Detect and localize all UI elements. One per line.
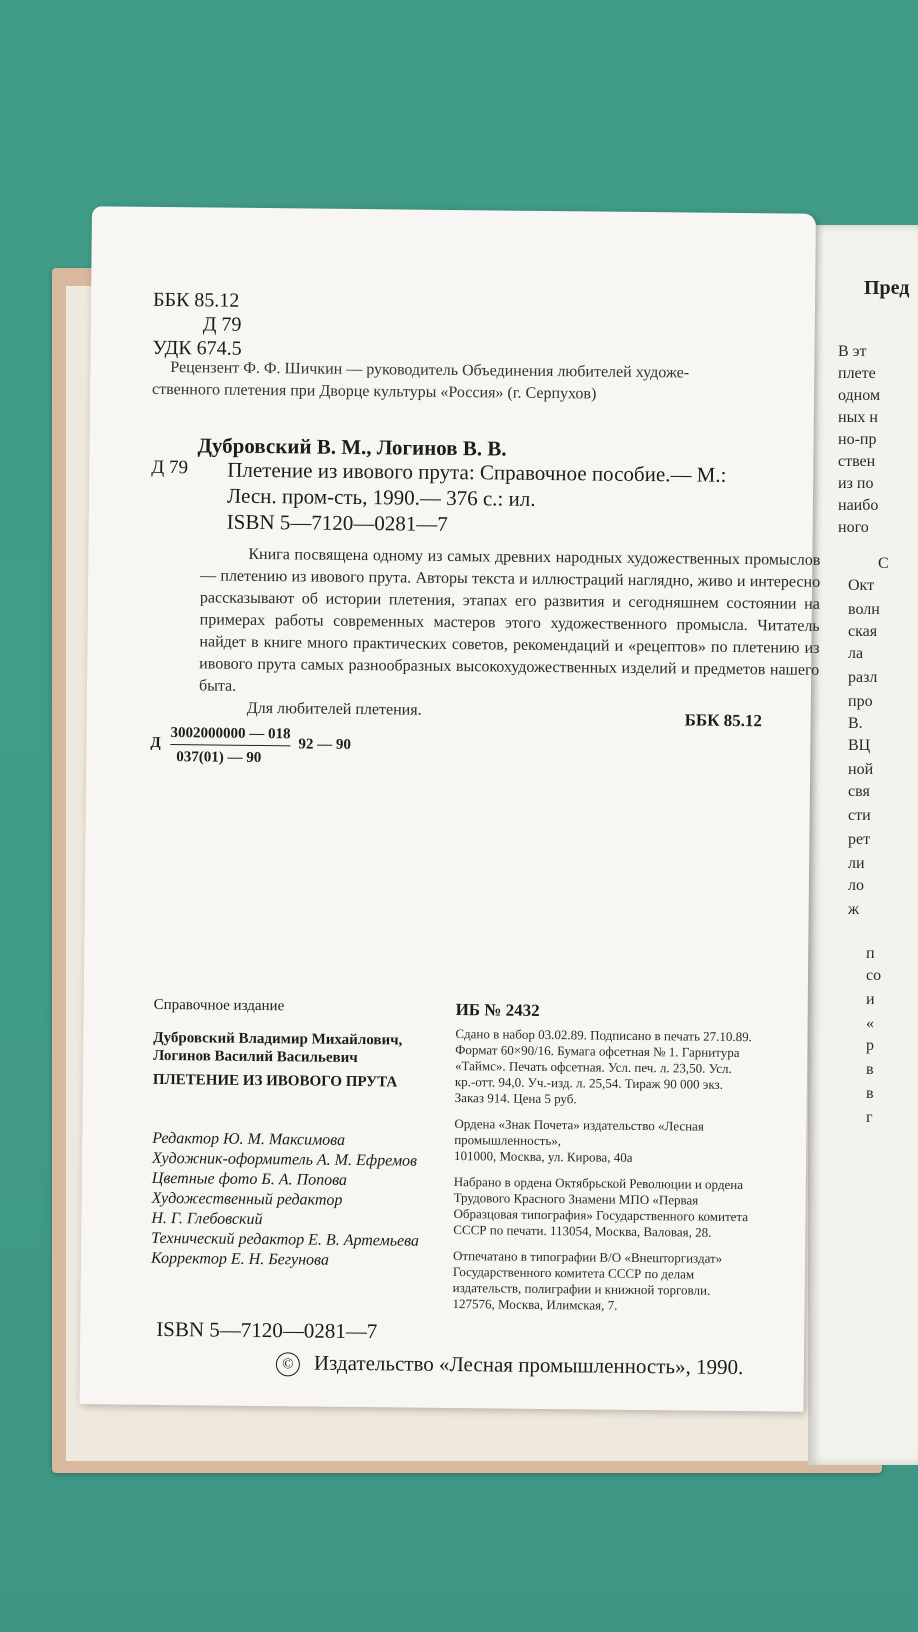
printed-line: Отпечатано в типографии В/О «Внешторгиздат»: [452, 1248, 723, 1266]
printed-line: Государственного комитета СССР по делам: [452, 1264, 695, 1282]
right-page-line: ной: [848, 761, 874, 778]
publisher-line: Ордена «Знак Почета» издательство «Лесная: [454, 1116, 704, 1134]
typeset-line: Образцовая типография» Государственного комитета: [453, 1206, 749, 1225]
catalog-authors: Дубровский В. М., Логинов В. В.: [197, 433, 507, 461]
edition-type: Справочное издание: [153, 996, 285, 1015]
catalog-title: Плетение из ивового прута: Справочное пособие.— М.:: [227, 457, 727, 487]
printed-line: издательств, полиграфии и книжной торговли.: [452, 1280, 711, 1298]
right-page-line: г: [866, 1109, 873, 1126]
bbk-code-right: ББК 85.12: [684, 710, 763, 731]
annotation-paragraph: Книга посвящена одному из самых древних народных художественных промыслов — плетению из ивового прута. Авторы текста и иллюстраций наглядно, живо и интересно рассказывают об истории плетения, этапах его развития и сегодняшнем состоянии на примерах работы современных мастеров этого художественного промысла. Читатель найдет в книге много практических советов, рекомендаций и «рецептов» по плетению из ивового прута самых разнообразных высокохудожественных изделий и предметов нашего быта.: [198, 545, 821, 695]
right-page-line: со: [866, 967, 882, 984]
ib-number: ИБ № 2432: [455, 1000, 540, 1020]
catalog-publisher: Лесн. пром-сть, 1990.— 376 с.: ил.: [226, 483, 536, 511]
publisher-line: 101000, Москва, ул. Кирова, 40а: [454, 1148, 633, 1165]
right-page-line: сти: [848, 807, 871, 824]
right-page-line: ла: [848, 645, 864, 662]
right-page-line: В.: [848, 715, 863, 732]
udk-code: УДК 674.5: [152, 336, 242, 360]
print-detail-line: Сдано в набор 03.02.89. Подписано в печать 27.10.89.: [455, 1026, 753, 1045]
staff-line: Цветные фото Б. А. Попова: [151, 1169, 348, 1189]
staff-line: Редактор Ю. М. Максимова: [152, 1129, 346, 1149]
author-name-1: Дубровский Владимир Михайлович,: [153, 1029, 403, 1049]
annotation: [199, 543, 821, 725]
publisher-line: промышленность»,: [454, 1132, 562, 1149]
right-page-line: одном: [838, 387, 881, 404]
staff-line: Художник-оформитель А. М. Ефремов: [151, 1149, 418, 1170]
typeset-line: СССР по печати. 113054, Москва, Валовая, 28.: [453, 1222, 712, 1240]
publisher-details: [454, 1116, 751, 1167]
staff-line: Н. Г. Глебовский: [151, 1209, 263, 1229]
bbk-code: ББК 85.12: [152, 288, 240, 312]
reviewer-line-2: ственного плетения при Дворце культуры «Россия» (г. Серпухов): [152, 380, 597, 403]
right-page-line: ствен: [838, 453, 876, 470]
right-page-line: и: [866, 991, 875, 1008]
staff-line: Художественный редактор: [151, 1189, 343, 1209]
footer-isbn: ISBN 5—7120—0281—7: [156, 1316, 378, 1344]
right-page-line: свя: [848, 783, 870, 800]
right-page-line: п: [866, 945, 875, 962]
staff-line: Технический редактор Е. В. Артемьева: [151, 1229, 420, 1250]
typeset-line: Набрано в ордена Октябрьской Революции и ордена: [453, 1174, 744, 1193]
copyright-page: [79, 206, 821, 1412]
formula-denominator: 037(01) — 90: [176, 749, 262, 767]
print-detail-line: Формат 60×90/16. Бумага офсетная № 1. Гарнитура: [455, 1042, 740, 1061]
right-page-line: ных н: [838, 409, 878, 426]
book-title-caps: ПЛЕТЕНИЕ ИЗ ИВОВОГО ПРУТА: [152, 1071, 398, 1091]
reviewer-line-1: Рецензент Ф. Ф. Шичкин — руководитель Объединения любителей художе-: [170, 359, 690, 382]
right-page-line: ли: [848, 855, 865, 872]
staff-list: [151, 1129, 420, 1272]
right-page-line: ская: [848, 623, 878, 640]
right-page-line: «: [866, 1015, 874, 1032]
right-page-line: С: [878, 555, 889, 572]
copyright-text: Издательство «Лесная промышленность», 1990.: [313, 1350, 744, 1380]
annotation-audience: Для любителей плетения.: [246, 699, 422, 719]
right-page-line: В эт: [838, 343, 867, 360]
formula-numerator: 3002000000 — 018: [170, 725, 290, 746]
copyright-line: [276, 1350, 744, 1381]
print-detail-line: кр.-отт. 94,0. Уч.-изд. л. 25,54. Тираж 90 000 экз.: [454, 1074, 724, 1092]
right-page-line: в: [866, 1085, 874, 1102]
author-names: [153, 1029, 402, 1068]
printed-line: 127576, Москва, Илимская, 7.: [452, 1296, 618, 1313]
right-page-line: ВЦ: [848, 737, 871, 754]
typeset-line: Трудового Красного Знамени МПО «Первая: [453, 1190, 699, 1208]
copyright-icon: ©: [276, 1352, 300, 1376]
right-page-line: Окт: [848, 577, 875, 594]
right-page-line: в: [866, 1061, 874, 1078]
right-page-line: рет: [848, 831, 871, 848]
printed-details: [452, 1248, 749, 1315]
right-page-line: р: [866, 1037, 874, 1054]
right-page-line: плете: [838, 365, 876, 382]
right-page-line: из по: [838, 475, 874, 492]
right-page-line: ж: [848, 901, 860, 918]
formula-prefix: Д: [150, 734, 161, 751]
right-page-heading: Пред: [864, 277, 910, 299]
author-mark: Д 79: [202, 313, 242, 336]
right-page: [808, 225, 918, 1465]
right-page-line: ного: [838, 519, 869, 536]
right-page-line: про: [848, 693, 873, 710]
right-page-line: ло: [848, 877, 864, 894]
right-page-line: разл: [848, 669, 878, 686]
print-details: [455, 1026, 752, 1109]
print-detail-line: Заказ 914. Цена 5 руб.: [454, 1090, 577, 1107]
catalog-isbn: ISBN 5—7120—0281—7: [226, 509, 448, 536]
right-page-line: наибо: [838, 497, 879, 514]
author-name-2: Логинов Василий Васильевич: [153, 1047, 358, 1067]
formula-suffix: 92 — 90: [298, 736, 351, 753]
catalog-code: Д 79: [151, 456, 189, 479]
right-page-line: волн: [848, 601, 880, 618]
imprint-details: [452, 1026, 752, 1325]
print-detail-line: «Таймс». Печать офсетная. Усл. печ. л. 23,50. Усл.: [454, 1058, 732, 1076]
typeset-details: [453, 1174, 750, 1241]
staff-line: Корректор Е. Н. Бегунова: [150, 1249, 330, 1269]
right-page-line: но-пр: [838, 431, 877, 448]
